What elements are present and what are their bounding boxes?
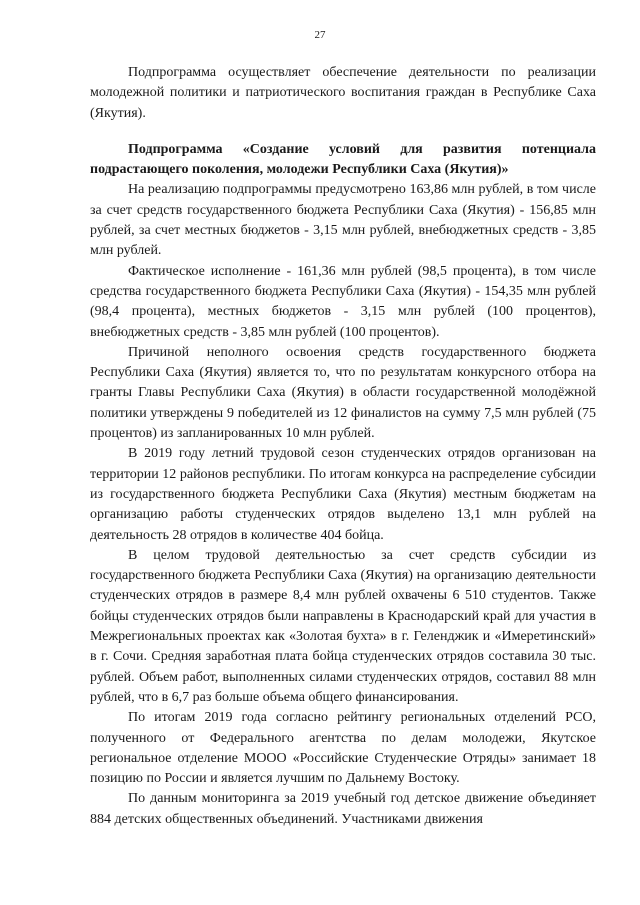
paragraph-rating: По итогам 2019 года согласно рейтингу региональных отделений РСО, полученного от Федерального агентства по делам молодежи, Якутское региональное отделение МООО «Российские Студенческие Отряды» занимает 18 позицию по России и является лучшим по Дальнему Востоку. <box>90 710 596 787</box>
paragraph-reason: Причиной неполного освоения средств государственного бюджета Республики Саха (Якутия) является то, что по результатам конкурсного отбора на гранты Главы Республики Саха (Якутия) в области государственной молодёжной политики утверждены 9 победителей из 12 финалистов на сумму 7,5 млн рублей (75 процентов) из запланированных 10 млн рублей. <box>90 344 596 442</box>
document-body <box>90 63 596 830</box>
subprogram-heading: Подпрограмма «Создание условий для развития потенциала подрастающего поколения, молодежи Республики Саха (Якутия)» <box>90 141 596 178</box>
paragraph-execution: Фактическое исполнение - 161,36 млн рублей (98,5 процента), в том числе средства государственного бюджета Республики Саха (Якутия) - 154,35 млн рублей (98,4 процента), местных бюджетов - 3,15 млн рублей (100 процентов), внебюджетных средств - 3,85 млн рублей (100 процентов). <box>90 263 596 340</box>
paragraph-labor: В целом трудовой деятельностью за счет средств субсидии из государственного бюджета Республики Саха (Якутия) на организацию деятельности студенческих отрядов в размере 8,4 млн рублей охвачены 6 510 студентов. Также бойцы студенческих отрядов были направлены в Краснодарский край для участия в Межрегиональных проектах как «Золотая бухта» в г. Геленджик и «Имеретинский» в г. Сочи. Средняя заработная плата бойца студенческих отрядов составила 30 тыс. рублей. Объем работ, выполненных силами студенческих отрядов, составил 88 млн рублей, что в 6,7 раз больше объема общего финансирования. <box>90 547 596 705</box>
paragraph-monitoring: По данным мониторинга за 2019 учебный год детское движение объединяет 884 детских общественных объединений. Участниками движения <box>90 791 596 827</box>
paragraph-season: В 2019 году летний трудовой сезон студенческих отрядов организован на территории 12 районов республики. По итогам конкурса на распределение субсидии из государственного бюджета Республики Саха (Якутия) местным бюджетам на организацию работы студенческих отрядов выделено 13,1 млн рублей на деятельность 28 отрядов в количестве 404 бойца. <box>90 446 596 543</box>
paragraph-funding: На реализацию подпрограммы предусмотрено 163,86 млн рублей, в том числе за счет средств государственного бюджета Республики Саха (Якутия) - 156,85 млн рублей, за счет местных бюджетов - 3,15 млн рублей, внебюджетных средств - 3,85 млн рублей. <box>90 182 596 259</box>
page-number: 27 <box>314 29 326 41</box>
paragraph-intro: Подпрограмма осуществляет обеспечение деятельности по реализации молодежной политики и патриотического воспитания граждан в Республике Саха (Якутия). <box>90 65 596 121</box>
